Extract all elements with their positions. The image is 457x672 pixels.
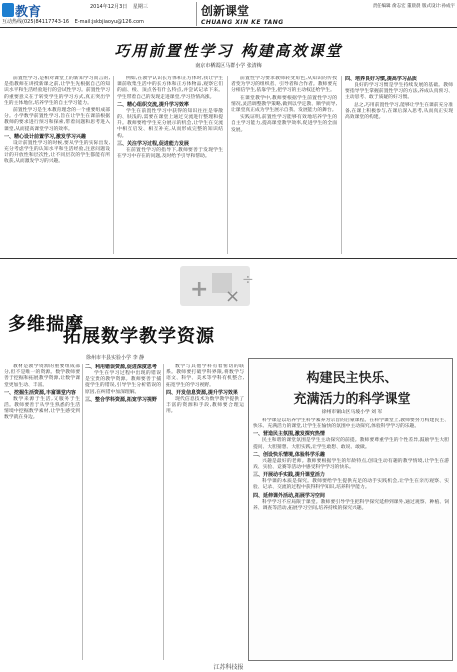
svg-text:×: × [225, 286, 241, 307]
subheading: 一、营造民主氛围,激发探究热情 [253, 431, 325, 438]
paragraph: 在前置性学习的指导下,教师要善于发现学生在学习中存在的问题,及时给予引导和帮助。 [117, 147, 223, 160]
article1-col1 [4, 76, 110, 254]
paragraph: 例如,在教学认识长方体和正方体时,我让学生课前收集生活中的长方体和正方体物品,观察它们的面、棱、顶点各有什么特点,并尝试记录下来。学生带着自己的发现走进课堂,学习热情高涨。 [117, 76, 223, 100]
paragraph: 科学课是以培养学生科学素养为宗旨的启蒙课程。在科学课堂上,教师要努力构建民主、快乐、充满活力的课堂,让学生在愉快的氛围中主动探究,体验科学学习的乐趣。 [253, 418, 449, 430]
paragraph: 数学与其他学科有着密切的联系。教师要打破学科界限,将数学与语文、科学、美术等学科有机整合,拓宽学生的学习视野。 [166, 364, 244, 388]
paragraph: 科学课的本质是探究。教师要给学生提供充足的动手实践机会,让学生在亲历观察、实验、记录、交流的过程中获得科学知识,培养科学能力。 [253, 479, 449, 491]
subheading: 四、开发信息资源,提升学习效果 [166, 389, 238, 396]
section-logo [2, 2, 41, 18]
article2-col3 [166, 364, 244, 660]
paragraph: 前置性学习是生本教育理念的一个重要组成部分。小学数学前置性学习,旨在让学生在课前根据教师的要求进行预习和探索,带着问题和思考进入课堂,从而提高课堂学习的效率。 [4, 108, 110, 132]
paragraph: 数学来源于生活,又服务于生活。教师要善于从学生熟悉的生活情境中挖掘数学素材,让学生感受到数学就在身边。 [4, 396, 80, 421]
article2-col2 [85, 364, 161, 660]
page-footer: 江苏科技报 [213, 664, 244, 671]
paragraph: 教材是教学资源的重要组成部分,但不是唯一的资源。数学教师要善于挖掘和拓展教学资源,让数学课堂更加生动、丰富。 [4, 364, 80, 388]
subheading: 二、创设快乐情境,体验科学乐趣 [253, 451, 325, 458]
column-divider [341, 76, 342, 254]
subheading: 四、培养良好习惯,提高学习品质 [345, 76, 417, 82]
paragraph: 前置性学习,是相对课堂上的新知学习而言的,是指教师在讲授新课之前,让学生先根据自己的知识水平和生活经验进行的尝试性学习。前置性学习的重要意义在于转变学生的学习方式,真正突出学生的主体地位,培养学生的自主学习能力。 [4, 76, 110, 106]
paragraph: 总之,巧用前置性学习,能够让学生在课前充分准备,在课上积极参与,在课后深入思考,从而真正实现高效课堂的构建。 [345, 102, 453, 121]
subheading: 二、利用错误资源,促进深度思考 [85, 364, 157, 370]
article2-title-line1: 多维揣摩 [8, 314, 84, 335]
subheading: 一、挖掘生活资源,丰富课堂内容 [4, 389, 76, 396]
paragraph: 前置性学习要求教师转变角色,从知识的传授者变为学习的组织者、引导者和合作者。教师要充分相信学生,依靠学生,把学习的主动权还给学生。 [231, 76, 337, 94]
article3-title-line1: 构建民主快乐、 [306, 371, 398, 386]
subheading: 四、延伸课外活动,拓展学习空间 [253, 492, 325, 499]
subheading: 三、整合学科资源,拓宽学习视野 [85, 396, 157, 403]
column-banner [196, 2, 376, 26]
column-pinyin: CHUANG XIN KE TANG [201, 19, 284, 26]
paragraph: 良好的学习习惯是学生持续发展的基础。教师要指导学生掌握前置性学习的方法,养成认真预习、主动思考、敢于质疑的好习惯。 [345, 83, 453, 101]
paragraph: 学生在学习过程中出现的错误是宝贵的教学资源。教师要善于捕捉学生的错误,引导学生分析错误的原因,在纠错中加深理解。 [85, 371, 161, 395]
paragraph: 学生在前置性学习中获得的知识往往是零散的、肤浅的,需要在课堂上通过交流进行整理和提升。教师要给学生充分展示的机会,让学生在交流中相互启发、相互补充,从而形成完整的知识结构。 [117, 108, 223, 139]
svg-text:÷: ÷ [242, 272, 254, 288]
column-divider [227, 76, 228, 254]
editor-credits: 责任编辑 俞志宏 董晨晨 版式设计:孙成宇 [372, 4, 455, 9]
paragraph: 实践证明,前置性学习能够有效地培养学生的自主学习能力,提高课堂教学效率,促进学生的全面发展。 [231, 115, 337, 133]
issue-weekday: 星期三 [132, 4, 148, 10]
paragraph: 科学学习不应局限于课堂。教师要引导学生把科学探究延伸到课外,通过观察、种植、饲养、调查等活动,拓展学习空间,培养持续的探究兴趣。 [253, 499, 449, 511]
issue-date: 2014年12月3日 [90, 4, 128, 10]
subheading: 二、精心组织交流,提升学习效率 [117, 101, 189, 108]
article1-title: 巧用前置性学习 构建高效课堂 [114, 42, 343, 60]
contact-line [2, 18, 144, 25]
column-divider [113, 76, 114, 254]
subheading: 一、精心设计前置学习,激发学习兴趣 [4, 133, 86, 140]
article2-title-line2: 拓展数学教学资源 [63, 326, 215, 347]
article1-author: 南京市栖霞区马群小学 张清梅 [195, 63, 262, 69]
paragraph: 兴趣是最好的老师。教师要根据学生的年龄特点,创设生动有趣的教学情境,让学生在游戏、实验、竞赛等活动中感受科学学习的快乐。 [253, 458, 449, 471]
article1-col2 [117, 76, 223, 254]
article1-col3 [231, 76, 337, 254]
article3-body [253, 418, 449, 658]
column-divider [163, 364, 164, 660]
subheading: 三、关注学习过程,促进能力发展 [117, 140, 189, 147]
paragraph: 设计前置性学习的时候,要从学生的实际出发,充分考虑学生的认知水平和生活经验,注意问题设计的开放性和层次性,让不同层次的学生都能有所收获,从而激发学习的兴趣。 [4, 140, 110, 165]
email: E-mail:jskbjiaoyu@126.com [74, 19, 144, 25]
paragraph: 在课堂教学中,教师要根据学生前置性学习的情况,灵活调整教学策略,做到以学定教、顺学而导,让课堂真正成为学生展示自我、发展能力的舞台。 [231, 95, 337, 114]
article2-author: 徐州市丰县实验小学 李 静 [86, 355, 145, 361]
column-divider [82, 364, 83, 660]
logo-text: 教育 [15, 4, 42, 20]
logo-icon [2, 3, 14, 17]
page-header [0, 0, 457, 28]
article3-author: 徐州市铜山区马坡小学 刘 军 [321, 410, 383, 415]
paragraph: 民主和谐的课堂氛围是学生主动探究的前提。教师要尊重学生的个性差异,鼓励学生大胆提问、大胆猜想、大胆实践,让学生敢想、敢说、敢做。 [253, 438, 449, 450]
article3-title-line2: 充满活力的科学课堂 [293, 392, 411, 407]
subheading: 三、开展动手实践,提升课堂活力 [253, 472, 325, 479]
svg-text:+: + [190, 277, 209, 302]
issue-meta [90, 3, 148, 10]
math-symbols-illustration [150, 258, 270, 313]
article2-col1 [4, 364, 80, 660]
article1-col4 [345, 76, 453, 254]
paragraph: 现代信息技术为数学教学提供了丰富的资源和手段,教师要合理运用。 [166, 396, 244, 415]
hotline: 互动热线(025)84117743-16 [2, 19, 70, 25]
column-title: 创新课堂 [201, 4, 250, 18]
